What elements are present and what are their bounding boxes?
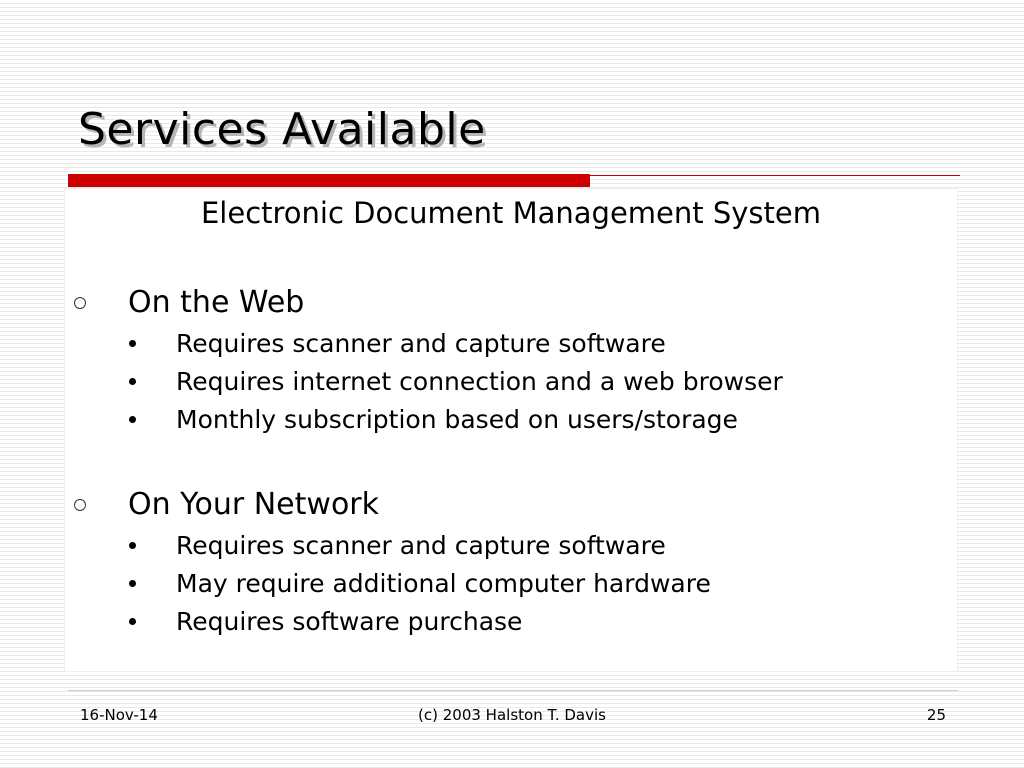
slide-subtitle: Electronic Document Management System [200, 196, 822, 230]
list-item-text: Requires scanner and capture software [176, 531, 666, 560]
hollow-circle-bullet-icon [74, 499, 86, 511]
list-item-text: May require additional computer hardware [176, 569, 711, 598]
section-heading: On Your Network [128, 487, 380, 522]
list-item [70, 363, 950, 401]
slide-page-number: 25 [926, 706, 946, 724]
list-item [70, 565, 950, 603]
section-heading: On the Web [128, 285, 305, 320]
list-item [70, 603, 950, 641]
bullet-dot-icon [129, 618, 136, 625]
section-on-the-web [70, 285, 950, 439]
bullet-dot-icon [129, 542, 136, 549]
list-item-text: Requires software purchase [176, 607, 523, 636]
bullet-dot-icon [129, 580, 136, 587]
title-underline-thin [590, 175, 960, 176]
footer-date: 16-Nov-14 [80, 706, 158, 724]
section-on-your-network [70, 487, 950, 641]
bullet-dot-icon [129, 340, 136, 347]
title-underline-thick [68, 174, 590, 187]
section-heading-row [70, 285, 950, 325]
bullet-dot-icon [129, 378, 136, 385]
list-item-text: Requires internet connection and a web browser [176, 367, 783, 396]
list-item [70, 401, 950, 439]
list-item-text: Requires scanner and capture software [176, 329, 666, 358]
footer-copyright: (c) 2003 Halston T. Davis [418, 706, 606, 724]
section-heading-row [70, 487, 950, 527]
bullet-dot-icon [129, 416, 136, 423]
list-item [70, 527, 950, 565]
hollow-circle-bullet-icon [74, 297, 86, 309]
footer-divider [68, 690, 958, 691]
list-item [70, 325, 950, 363]
list-item-text: Monthly subscription based on users/storage [176, 405, 738, 434]
slide-title: Services Available [78, 104, 486, 155]
